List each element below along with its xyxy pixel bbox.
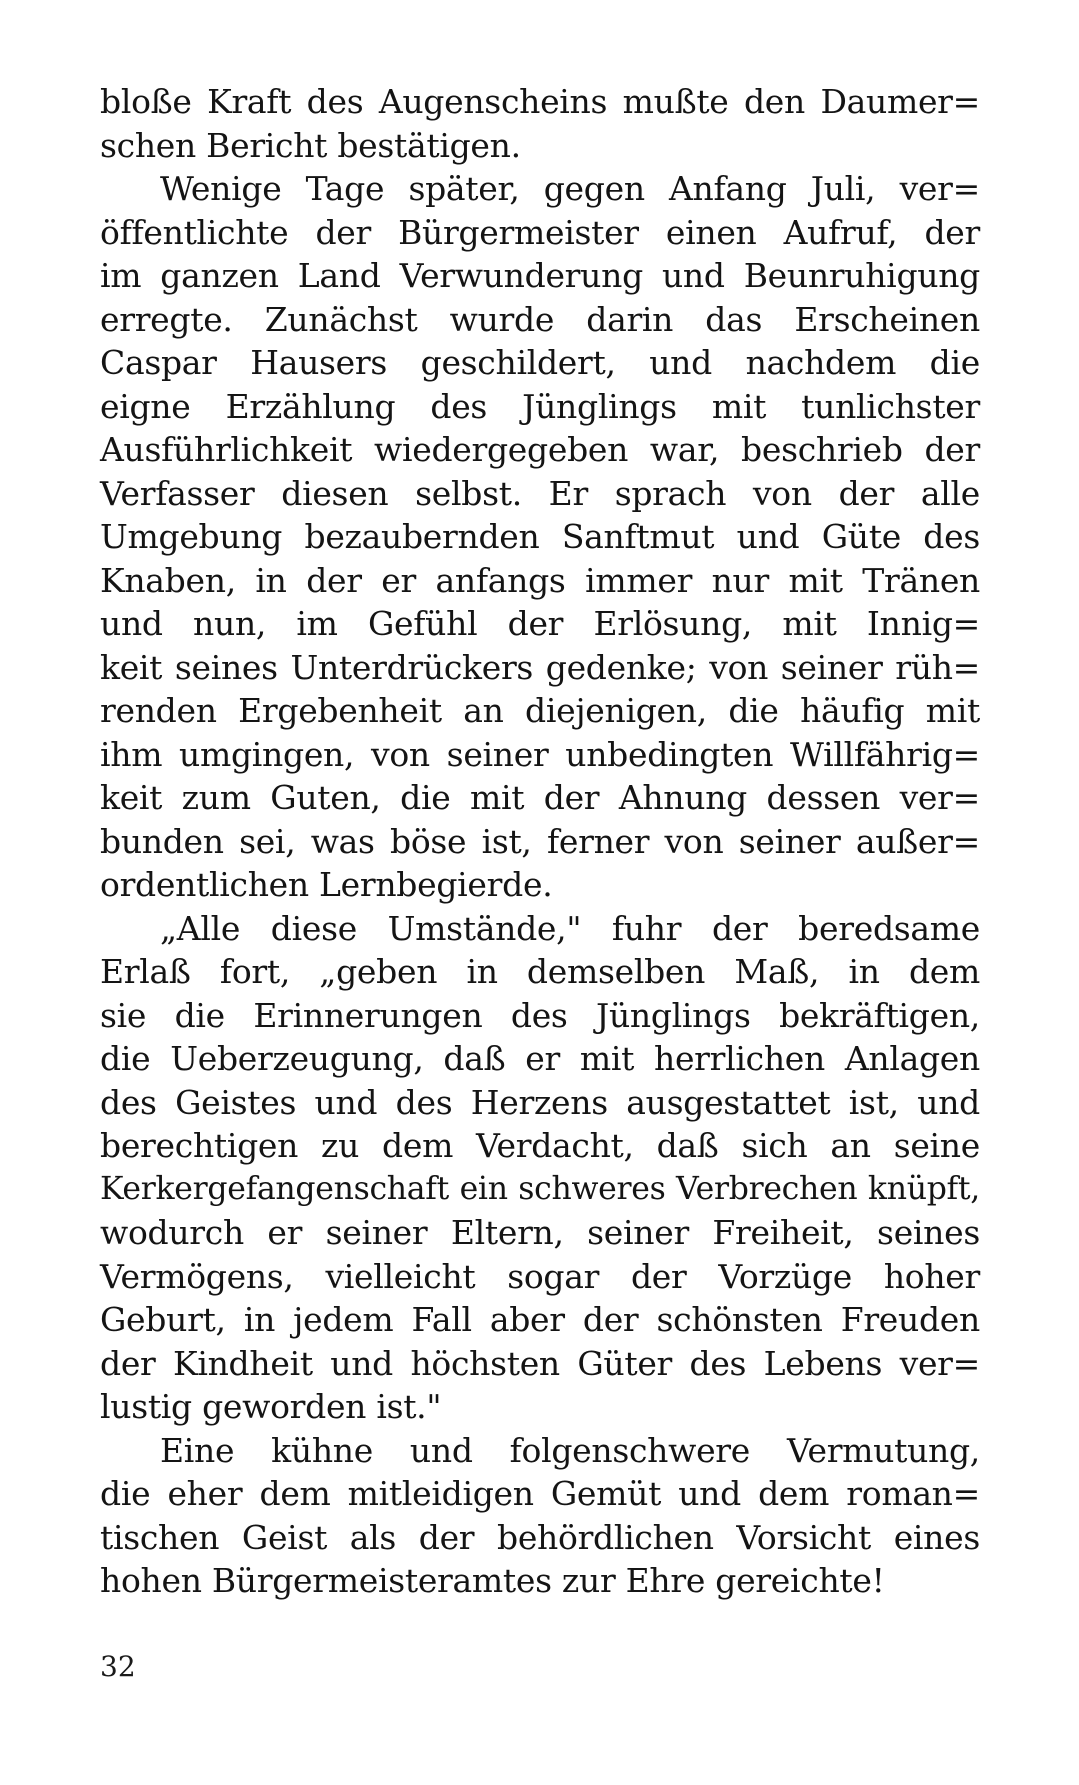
text-line: Knaben, in der er anfangs immer nur mit Tränen — [100, 560, 980, 600]
text-line: Eine kühne und folgenschwere Vermutung, — [160, 1430, 980, 1470]
text-line: öffentlichte der Bürgermeister einen Aufruf, der — [100, 212, 980, 252]
text-line: lustig geworden ist." — [100, 1387, 442, 1426]
text-line: Erlaß fort, „geben in demselben Maß, in dem — [100, 952, 980, 991]
text-line: schen Bericht bestätigen. — [100, 125, 521, 165]
text-line: Kerkergefangenschaft ein schweres Verbrechen knüpft, — [100, 1170, 980, 1207]
text-line: Wenige Tage später, gegen Anfang Juli, ver= — [160, 169, 980, 208]
text-line: der Kindheit und höchsten Güter des Lebens ver= — [100, 1343, 980, 1383]
text-line: Ausführlichkeit wiedergegeben war, beschrieb der — [100, 430, 980, 469]
text-line: erregte. Zunächst wurde darin das Erscheinen — [100, 299, 980, 339]
text-line: und nun, im Gefühl der Erlösung, mit Innig= — [100, 604, 980, 643]
text-line: die eher dem mitleidigen Gemüt und dem roman= — [100, 1474, 980, 1513]
text-line: Umgebung bezaubernden Sanftmut und Güte des — [100, 517, 980, 556]
text-line: die Ueberzeugung, daß er mit herrlichen Anlagen — [100, 1039, 980, 1078]
text-line: bloße Kraft des Augenscheins mußte den Daumer= — [100, 82, 980, 121]
text-line: Vermögens, vielleicht sogar der Vorzüge hoher — [100, 1256, 980, 1296]
page-number: 32 — [100, 1650, 136, 1683]
text-line: sie die Erinnerungen des Jünglings bekräftigen, — [100, 995, 980, 1035]
text-line: renden Ergebenheit an diejenigen, die häufig mit — [100, 691, 980, 730]
text-line: keit zum Guten, die mit der Ahnung dessen ver= — [100, 778, 980, 817]
text-line: bunden sei, was böse ist, ferner von seiner außer= — [100, 821, 980, 861]
text-line: ordentlichen Lernbegierde. — [100, 865, 553, 904]
text-line: im ganzen Land Verwunderung und Beunruhigung — [100, 256, 980, 295]
body-text — [100, 80, 980, 1603]
text-line: ihm umgingen, von seiner unbedingten Willfährig= — [100, 734, 980, 774]
text-line: wodurch er seiner Eltern, seiner Freiheit, seines — [100, 1213, 980, 1252]
text-line: eigne Erzählung des Jünglings mit tunlichster — [100, 386, 980, 426]
text-line: hohen Bürgermeisteramtes zur Ehre gereichte! — [100, 1561, 885, 1600]
text-line: Caspar Hausers geschildert, und nachdem die — [100, 343, 980, 382]
text-line: „Alle diese Umstände," fuhr der beredsame — [160, 908, 980, 948]
text-line: berechtigen zu dem Verdacht, daß sich an seine — [100, 1126, 980, 1165]
text-line: des Geistes und des Herzens ausgestattet ist, und — [100, 1082, 980, 1122]
text-line: Geburt, in jedem Fall aber der schönsten Freuden — [100, 1300, 980, 1339]
text-line: keit seines Unterdrückers gedenke; von seiner rüh= — [100, 647, 980, 687]
text-line: Verfasser diesen selbst. Er sprach von der alle — [100, 473, 980, 513]
text-line: tischen Geist als der behördlichen Vorsicht eines — [100, 1517, 980, 1557]
